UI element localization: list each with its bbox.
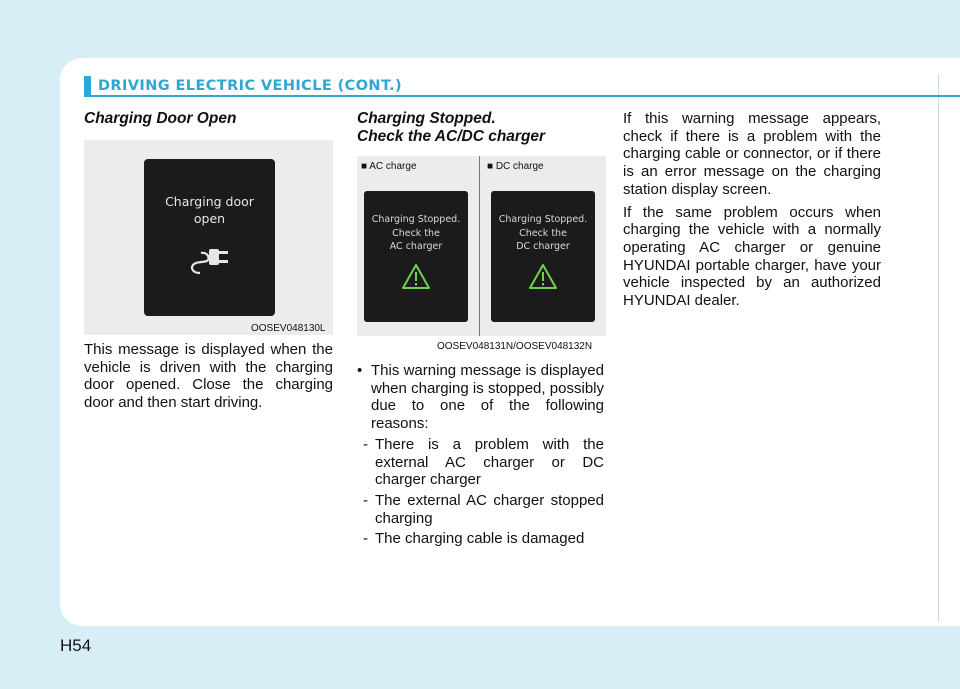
reason-item: [357, 530, 604, 548]
column-advice: [623, 110, 881, 315]
image-code: OOSEV048130L: [251, 323, 326, 334]
advice-paragraph-1: If this warning message appears, check if there is a problem with the charging cable or connector, or if there is an error message on the charging station display screen.: [623, 110, 881, 198]
dc-display-line-2: Check the: [519, 227, 567, 239]
reason-item: [357, 436, 604, 489]
display-line-2: open: [193, 211, 226, 226]
dc-display-message: [491, 213, 595, 254]
column-charging-stopped: [357, 110, 606, 146]
dc-charge-tag: ■ DC charge: [487, 161, 544, 172]
dash-marker: -: [363, 435, 368, 453]
ac-display-message: [364, 213, 468, 254]
charging-door-description: This message is displayed when the vehicle is driven with the charging door opened. Close the charging door and then start driving.: [84, 341, 333, 412]
plug-icon: [184, 241, 240, 281]
image-code-2: OOSEV048131N/OOSEV048132N: [437, 341, 593, 352]
heading-charging-door-open: Charging Door Open: [84, 110, 237, 127]
cluster-display: [144, 159, 275, 316]
header-accent-bar: [84, 76, 91, 95]
bullet-dot: •: [357, 362, 363, 379]
charging-stopped-reasons: [357, 362, 604, 548]
warning-triangle-icon: [401, 263, 431, 290]
section-header: [84, 76, 402, 95]
heading-charging-stopped: [357, 110, 606, 146]
display-message: [144, 193, 275, 227]
bullet-text: This warning message is displayed when charging is stopped, possibly due to one of the following reasons:: [371, 362, 604, 433]
ac-charge-tag: ■ AC charge: [361, 161, 417, 172]
ac-display-line-1: Charging Stopped.: [371, 214, 461, 225]
advice-paragraph-2: If the same problem occurs when charging the vehicle with a normally operating AC charger or genuine HYUNDAI portable charger, have your vehicle inspected by an authorized HYUNDAI dealer.: [623, 203, 881, 310]
section-title: DRIVING ELECTRIC VEHICLE (CONT.): [98, 77, 402, 94]
dash-marker: -: [363, 491, 368, 509]
bullet-item: [357, 362, 604, 433]
heading-line-1: Charging Stopped.: [357, 110, 496, 127]
header-underline: [84, 95, 960, 97]
charging-door-illustration: [84, 140, 333, 335]
heading-line-2: Check the AC/DC charger: [357, 128, 546, 145]
dash-marker: -: [363, 530, 368, 548]
ac-cluster-display: [364, 191, 468, 322]
reason-item: [357, 492, 604, 527]
reason-text: The charging cable is damaged: [375, 530, 585, 548]
reason-text: There is a problem with the external AC charger or DC charger charger: [375, 435, 604, 489]
image-divider: [479, 156, 480, 336]
ac-display-line-2: Check the: [392, 227, 440, 239]
charging-stopped-illustration: [357, 156, 606, 336]
dc-display-line-1: Charging Stopped.: [498, 214, 588, 225]
warning-triangle-icon: [528, 263, 558, 290]
display-line-1: Charging door: [165, 194, 254, 209]
dc-display-line-3: DC charger: [516, 241, 570, 252]
reason-text: The external AC charger stopped charging: [375, 491, 604, 527]
page-edge-rule: [938, 74, 939, 622]
dc-cluster-display: [491, 191, 595, 322]
ac-display-line-3: AC charger: [389, 241, 443, 252]
page-number: H54: [60, 636, 92, 655]
column-charging-door: [84, 110, 333, 128]
